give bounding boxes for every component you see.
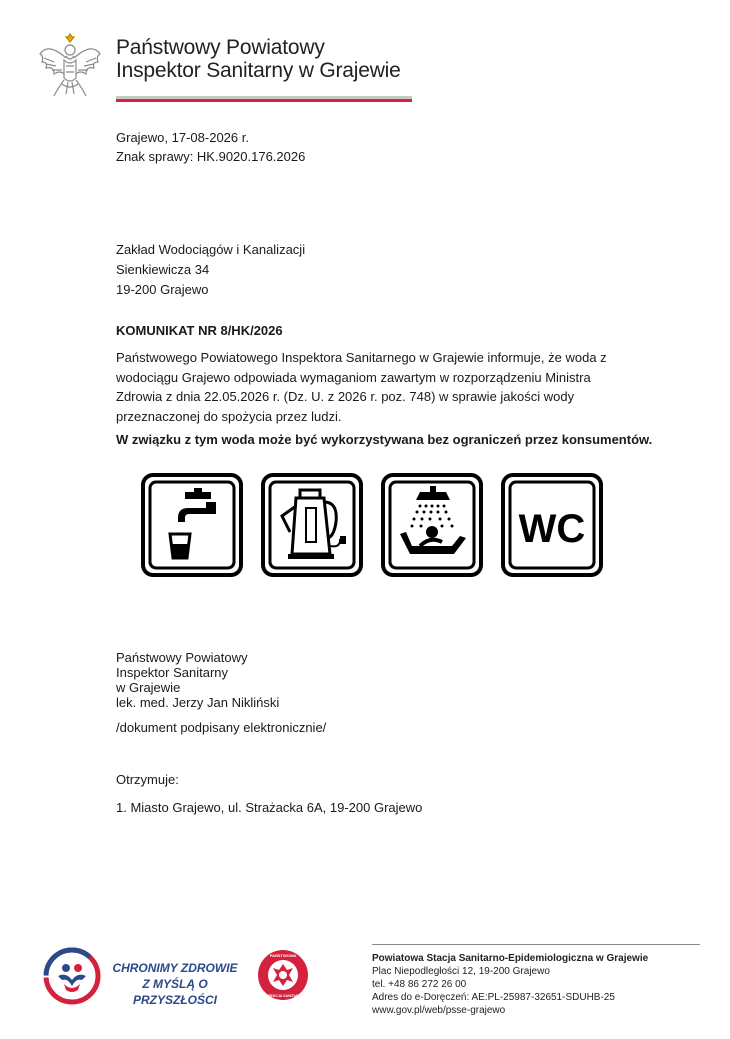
distribution-label: Otrzymuje: — [116, 772, 179, 787]
electric-kettle-icon — [260, 472, 364, 578]
office-title-line1: Państwowy Powiatowy — [116, 36, 325, 59]
footer-org-name: Powiatowa Stacja Sanitarno-Epidemiologiczna w Grajewie — [372, 953, 649, 964]
office-title-line2: Inspektor Sanitarny w Grajewie — [116, 59, 401, 82]
footer-slogan — [112, 960, 238, 1008]
wc-icon — [500, 472, 604, 578]
footer-website: www.gov.pl/web/psse-grajewo — [372, 1005, 506, 1016]
document-date: Grajewo, 17-08-2026 r. — [116, 130, 249, 145]
health-protection-logo-icon — [42, 946, 102, 1006]
recipient-address — [116, 240, 305, 300]
header-divider — [116, 96, 412, 102]
shower-bath-icon — [380, 472, 484, 578]
badge-top-text: PAŃSTWOWA — [269, 953, 297, 958]
recipient-name: Zakład Wodociągów i Kanalizacji — [116, 242, 306, 257]
signature-name: lek. med. Jerzy Jan Nikliński — [116, 695, 280, 710]
signature-block — [116, 650, 279, 710]
footer-contact — [372, 952, 648, 1017]
footer-address: Plac Niepodległości 12, 19-200 Grajewo — [372, 966, 550, 977]
badge-bottom-text: INSPEKCJA SANITARNA — [262, 994, 304, 998]
slogan-line2: Z MYŚLĄ O PRZYSZŁOŚCI — [132, 977, 217, 1007]
slogan-line1: CHRONIMY ZDROWIE — [112, 961, 238, 975]
recipient-street: Sienkiewicza 34 — [116, 262, 210, 277]
wc-label: WC — [518, 507, 586, 551]
tap-with-glass-icon — [140, 472, 244, 578]
recipient-city: 19-200 Grajewo — [116, 282, 209, 297]
announcement-conclusion: W związku z tym woda może być wykorzystywana bez ograniczeń przez konsumentów. — [116, 432, 653, 447]
document-meta — [116, 128, 305, 166]
footer-phone: tel. +48 86 272 26 00 — [372, 979, 467, 990]
signature-line3: w Grajewie — [116, 680, 181, 695]
signature-line2: Inspektor Sanitarny — [116, 665, 229, 680]
announcement-title: KOMUNIKAT NR 8/HK/2026 — [116, 323, 283, 338]
polish-eagle-emblem-icon — [36, 32, 104, 102]
electronic-signature-note: /dokument podpisany elektronicznie/ — [116, 720, 327, 735]
footer-divider — [372, 944, 700, 945]
sanitary-inspection-badge-icon — [256, 948, 310, 1002]
case-number: Znak sprawy: HK.9020.176.2026 — [116, 149, 306, 164]
distribution-item: 1. Miasto Grajewo, ul. Strażacka 6A, 19-200 Grajewo — [116, 800, 423, 815]
announcement-body: Państwowego Powiatowego Inspektora Sanitarnego w Grajewie informuje, że woda z wodociągu Grajewo odpowiada wymaganiom zawartym w rozporządzeniu Ministra Zdrowia z dnia 22.05.2026 r. (Dz. U. z 2026 r. poz. 748) w sprawie jakości wody przeznaczonej do spożycia przez ludzi. — [116, 350, 607, 424]
footer-edelivery: Adres do e-Doręczeń: AE:PL-25987-32651-SDUHB-25 — [372, 992, 615, 1003]
office-title — [116, 36, 401, 82]
water-use-pictograms — [140, 472, 605, 578]
signature-line1: Państwowy Powiatowy — [116, 650, 248, 665]
